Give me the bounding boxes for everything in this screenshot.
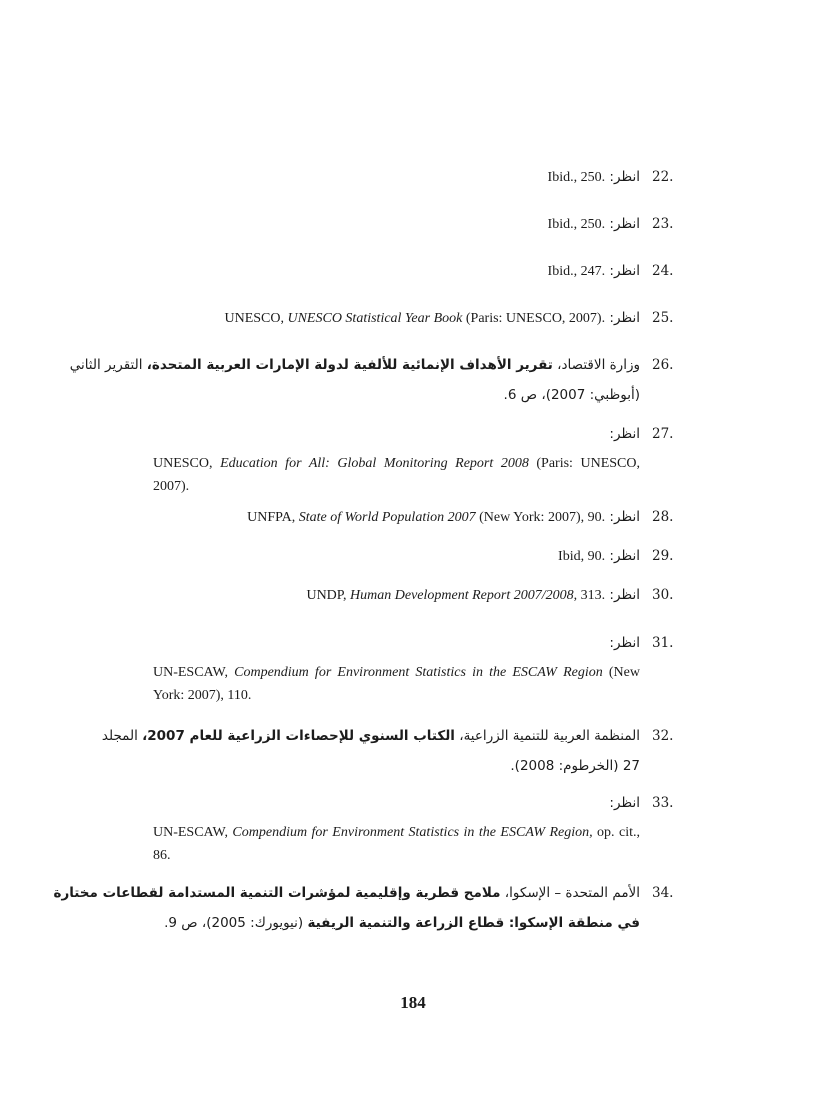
- reference-title: Compendium for Environment Statistics in the ESCAW Region: [234, 665, 603, 680]
- see-label: انظر:: [609, 587, 640, 603]
- footnote-number: 26.: [652, 357, 674, 373]
- footnote-text: [150, 788, 640, 818]
- reference-english: UNESCO, Education for All: Global Monitoring Report 2008 (Paris: UNESCO, 2007).: [153, 456, 641, 494]
- footnote-23: [0, 209, 826, 239]
- footnote-30: [0, 580, 826, 610]
- see-label: انظر:: [609, 310, 640, 326]
- footnote-text-line2: في منطقة الإسكوا: قطاع الزراعة والتنمية الريفية (نيويورك: 2005)، ص 9.: [164, 915, 640, 931]
- footnote-25: [0, 303, 826, 333]
- footnote-number: 34.: [652, 885, 674, 901]
- footnote-number: 24.: [652, 263, 674, 279]
- footnote-number: 25.: [652, 310, 674, 326]
- reference: Ibid, 90.: [558, 549, 606, 564]
- footnote-28: [0, 502, 826, 532]
- footnote-text: [150, 256, 640, 287]
- footnote-text: الأمم المتحدة – الإسكوا، ملامح قطرية وإقليمية لمؤشرات التنمية المستدامة لقطاعات مختارة: [53, 885, 640, 901]
- reference: UNDP, Human Development Report 2007/2008, 313.: [306, 588, 606, 603]
- reference-english: UN-ESCAW, Compendium for Environment Statistics in the ESCAW Region, op. cit., 86.: [153, 825, 640, 863]
- footnote-text: المنظمة العربية للتنمية الزراعية، الكتاب السنوي للإحصاءات الزراعية للعام 2007، المجلد: [101, 728, 640, 744]
- footnote-number: 23.: [652, 216, 674, 232]
- footnote-text: [150, 303, 640, 334]
- reference-title: Human Development Report 2007/2008: [350, 588, 574, 603]
- footnote-text-line2: 27 (الخرطوم: 2008).: [510, 758, 640, 774]
- reference: Ibid., 250.: [547, 217, 606, 232]
- see-label: انظر:: [609, 509, 640, 525]
- footnote-text: [150, 628, 640, 658]
- footnote-number: 31.: [652, 635, 674, 651]
- reference-title: Compendium for Environment Statistics in the ESCAW Region,: [232, 825, 593, 840]
- footnote-text: [150, 162, 640, 193]
- reference-english: UN-ESCAW, Compendium for Environment Statistics in the ESCAW Region (New York: 2007), 110.: [153, 665, 640, 703]
- reference: Ibid., 247.: [547, 264, 606, 279]
- see-label: انظر:: [609, 548, 640, 564]
- see-label: انظر:: [609, 795, 640, 811]
- footnote-24: [0, 256, 826, 286]
- see-label: انظر:: [609, 216, 640, 232]
- see-label: انظر:: [609, 635, 640, 651]
- reference-title: الكتاب السنوي للإحصاءات الزراعية للعام 2007،: [142, 728, 455, 744]
- footnote-33: [0, 788, 826, 863]
- footnote-number: 29.: [652, 548, 674, 564]
- see-label: انظر:: [609, 169, 640, 185]
- footnote-text: [150, 209, 640, 240]
- reference: UNFPA, State of World Population 2007 (New York: 2007), 90.: [247, 510, 606, 525]
- footnote-text: [150, 502, 640, 533]
- footnote-number: 33.: [652, 795, 674, 811]
- footnote-text: [150, 580, 640, 611]
- footnote-26: [0, 350, 826, 403]
- footnote-text: [150, 541, 640, 572]
- page-number: 184: [400, 993, 426, 1012]
- footnote-number: 22.: [652, 169, 674, 185]
- footnote-32: [0, 721, 826, 774]
- see-label: انظر:: [609, 426, 640, 442]
- reference: Ibid., 250.: [547, 170, 606, 185]
- reference-title: State of World Population 2007: [298, 510, 476, 525]
- reference: UNESCO, UNESCO Statistical Year Book (Paris: UNESCO, 2007).: [224, 311, 606, 326]
- footnote-number: 30.: [652, 587, 674, 603]
- footnote-31: [0, 628, 826, 703]
- footnote-34: [0, 878, 826, 931]
- footnote-number: 27.: [652, 426, 674, 442]
- footnote-29: [0, 541, 826, 571]
- footnote-number: 32.: [652, 728, 674, 744]
- footnote-text: وزارة الاقتصاد، تقرير الأهداف الإنمائية للألفية لدولة الإمارات العربية المتحدة، التقرير الثاني: [69, 357, 640, 373]
- reference-title: Education for All: Global Monitoring Report 2008: [220, 456, 529, 471]
- see-label: انظر:: [609, 263, 640, 279]
- footnote-text-line2: (أبوظبي: 2007)، ص 6.: [503, 387, 640, 403]
- footnote-22: [0, 162, 826, 192]
- footnote-number: 28.: [652, 509, 674, 525]
- footnote-27: [0, 419, 826, 494]
- reference-title: UNESCO Statistical Year Book: [287, 311, 463, 326]
- footnote-text: [150, 419, 640, 449]
- reference-title: ملامح قطرية وإقليمية لمؤشرات التنمية المستدامة لقطاعات مختارة: [53, 885, 501, 901]
- reference-title: تقرير الأهداف الإنمائية للألفية لدولة الإمارات العربية المتحدة،: [146, 357, 553, 373]
